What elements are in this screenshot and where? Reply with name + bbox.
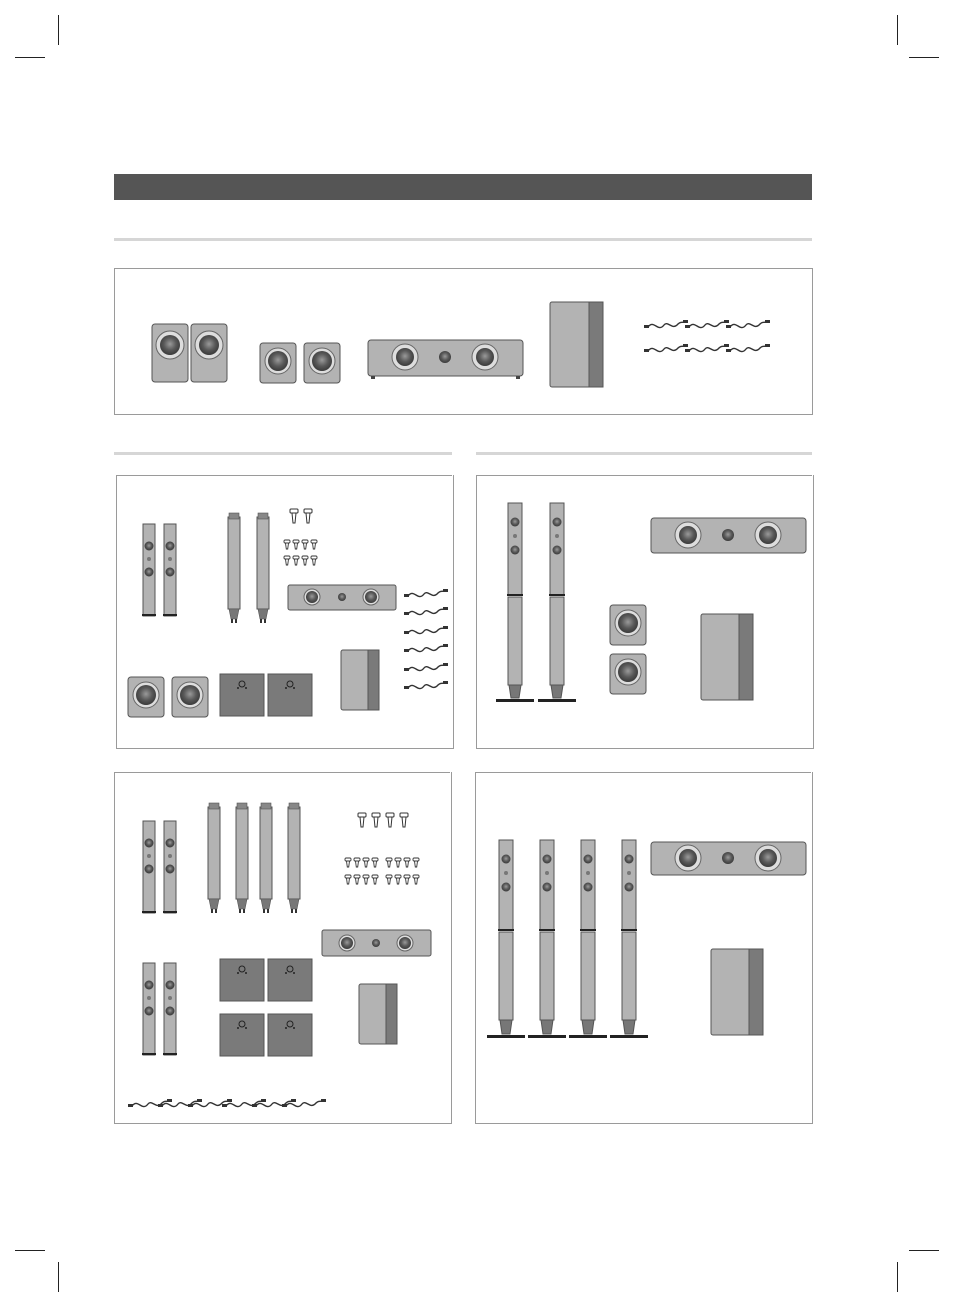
center-speaker-d: [651, 842, 806, 875]
tall-speakers-four: [487, 840, 648, 1038]
subwoofer-d: [711, 949, 763, 1035]
